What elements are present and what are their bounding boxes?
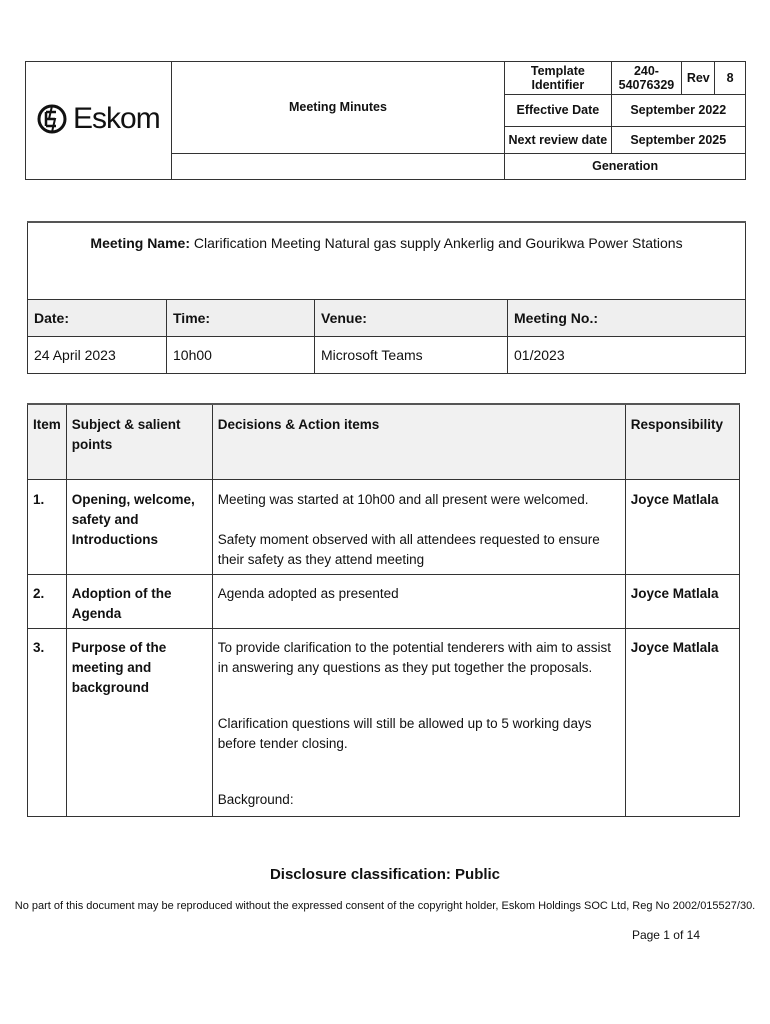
subject-header: Subject & salient points [66, 404, 212, 480]
responsibility-header: Responsibility [625, 404, 739, 480]
item-number: 2. [28, 575, 67, 629]
time-value: 10h00 [167, 337, 315, 374]
date-value: 24 April 2023 [28, 337, 167, 374]
division-label: Generation [505, 153, 746, 179]
next-review-value: September 2025 [611, 127, 745, 153]
copyright-notice: No part of this document may be reproduced without the expressed consent of the copyright holder, Eskom Holdings SOC Ltd, Reg No 2002/015527/30. [14, 900, 756, 912]
item-decisions [212, 629, 625, 817]
table-row [28, 629, 740, 817]
item-header: Item [28, 404, 67, 480]
item-decisions [212, 575, 625, 629]
decision-text: To provide clarification to the potential tenderers with aim to assist in answering any questions as they put together the proposals. [217, 640, 611, 675]
item-subject: Opening, welcome, safety and Introductions [66, 480, 212, 575]
meeting-name-cell [28, 222, 746, 300]
page-number: Page 1 of 14 [631, 928, 700, 942]
date-label: Date: [28, 300, 167, 337]
time-label: Time: [167, 300, 315, 337]
decisions-header: Decisions & Action items [212, 404, 625, 480]
meeting-name-value: Clarification Meeting Natural gas supply Ankerlig and Gourikwa Power Stations [193, 235, 683, 251]
rev-value: 8 [715, 62, 746, 95]
table-row [28, 575, 740, 629]
logo-wordmark: Eskom [73, 102, 160, 135]
decision-text: Background: [217, 792, 294, 807]
item-decisions [212, 480, 625, 575]
template-identifier-value: 240-54076329 [611, 62, 682, 95]
title-spacer [171, 153, 504, 179]
item-subject: Adoption of the Agenda [66, 575, 212, 629]
eskom-emblem-icon [37, 102, 67, 136]
disclosure-classification: Disclosure classification: Public [269, 866, 501, 883]
item-responsibility: Joyce Matlala [625, 575, 739, 629]
agenda-items-table [27, 403, 740, 817]
decision-text: Safety moment observed with all attendees requested to ensure their safety as they attend meeting [217, 532, 600, 567]
document-title: Meeting Minutes [171, 62, 504, 154]
meeting-number-label: Meeting No.: [508, 300, 746, 337]
item-subject: Purpose of the meeting and background [66, 629, 212, 817]
meeting-info-table [27, 221, 746, 374]
effective-date-label: Effective Date [505, 94, 611, 127]
meeting-number-value: 01/2023 [508, 337, 746, 374]
table-row [28, 480, 740, 575]
item-number: 1. [28, 480, 67, 575]
decision-text: Clarification questions will still be allowed up to 5 working days before tender closing. [217, 716, 592, 751]
rev-label: Rev [682, 62, 715, 95]
document-header [25, 61, 746, 180]
next-review-label: Next review date [505, 127, 611, 153]
template-identifier-label: Template Identifier [505, 62, 611, 95]
logo-cell [26, 62, 172, 180]
meeting-name-label: Meeting Name: [90, 235, 190, 251]
item-number: 3. [28, 629, 67, 817]
venue-value: Microsoft Teams [315, 337, 508, 374]
eskom-logo [37, 102, 160, 136]
item-responsibility: Joyce Matlala [625, 480, 739, 575]
venue-label: Venue: [315, 300, 508, 337]
item-responsibility: Joyce Matlala [625, 629, 739, 817]
decision-text: Meeting was started at 10h00 and all present were welcomed. [217, 492, 589, 507]
effective-date-value: September 2022 [611, 94, 745, 127]
decision-text: Agenda adopted as presented [217, 586, 399, 601]
